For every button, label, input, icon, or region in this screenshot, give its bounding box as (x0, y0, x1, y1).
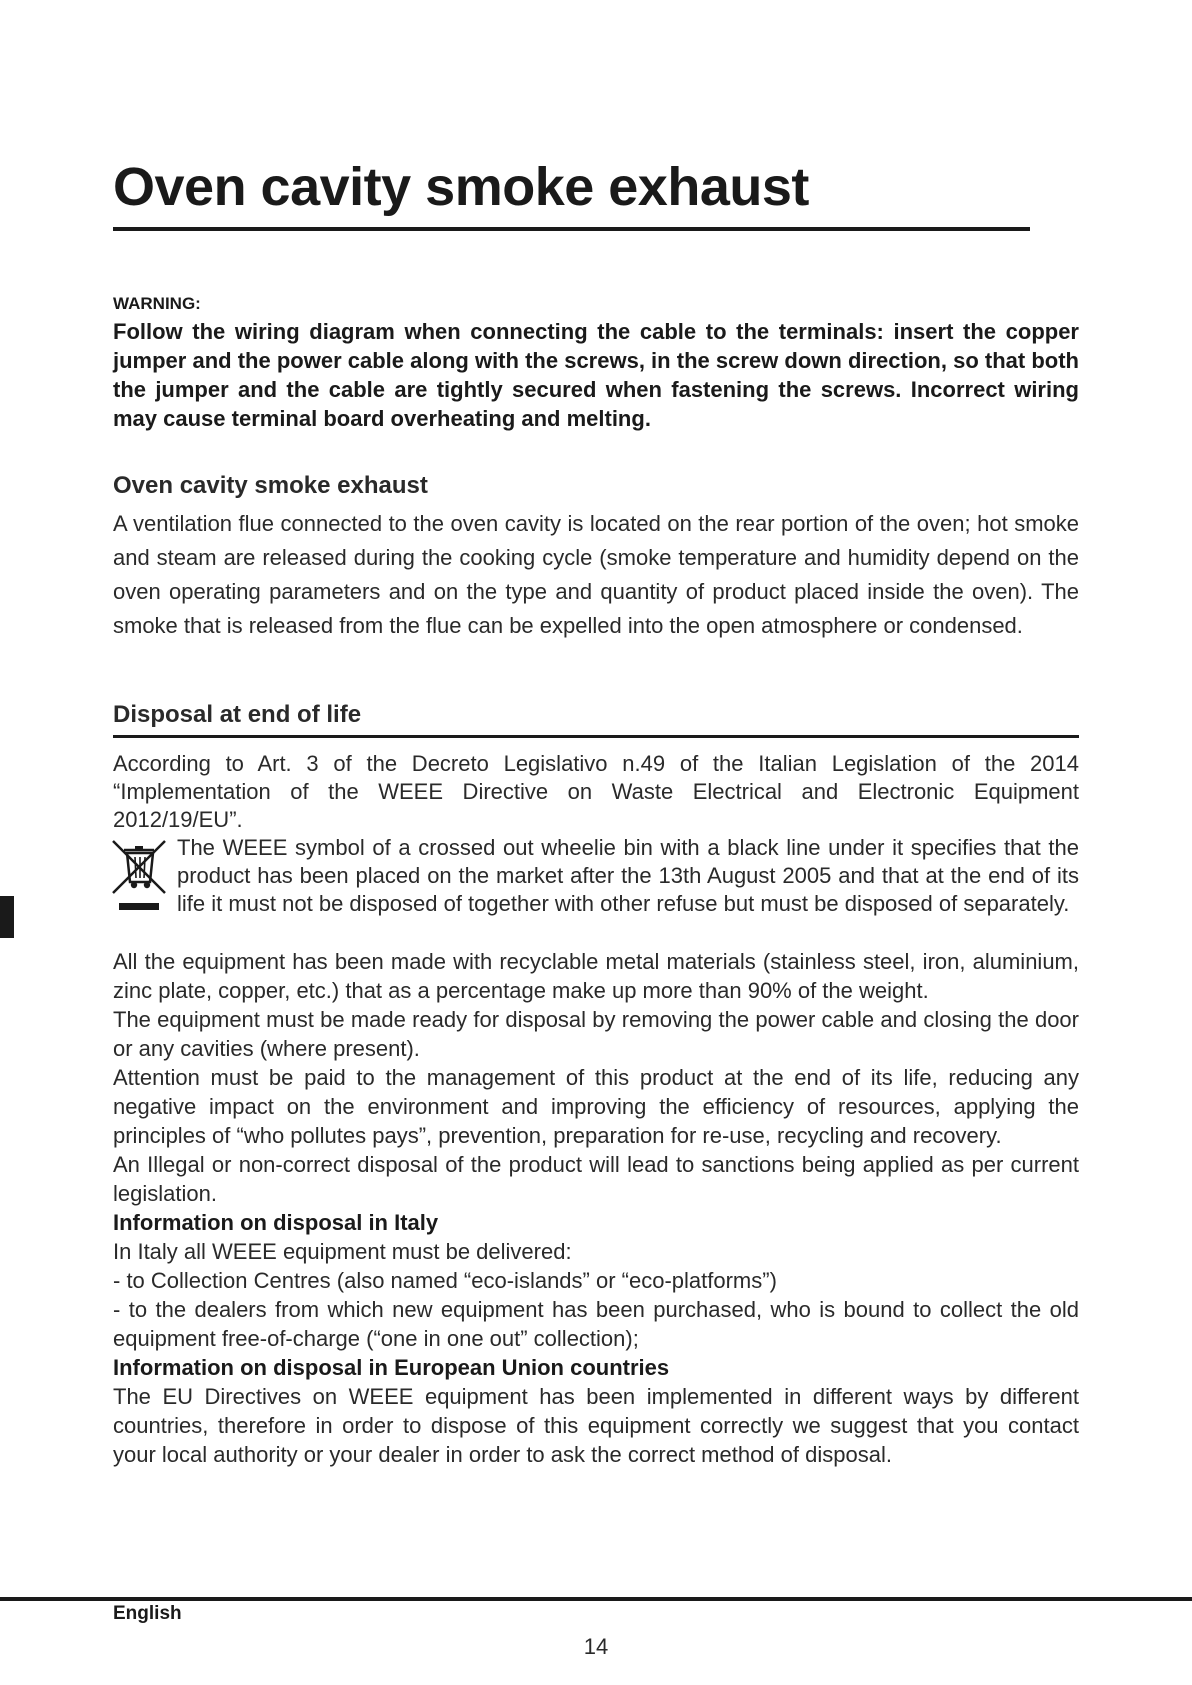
footer-language: English (113, 1603, 182, 1624)
disposal-heading: Disposal at end of life (113, 701, 362, 728)
smoke-exhaust-heading: Oven cavity smoke exhaust (113, 472, 428, 499)
materials-text: All the equipment has been made with recyclable metal materials (stainless steel, iron, aluminium, zinc plate, copper, etc.) that as a percentage make up more than 90% of the weight. (113, 949, 1079, 1003)
warning-text: Follow the wiring diagram when connecting the cable to the terminals: insert the copper jumper and the power cable along with the screws, in the screw down direction, so that both the jumper and the cable are tightly secured when fastening the screws. Incorrect wiring may cause terminal board overheating and melting. (113, 319, 1079, 431)
warning-block (113, 294, 1079, 433)
preparation-text: The equipment must be made ready for disposal by removing the power cable and closing the door or any cavities (where present). (113, 1007, 1079, 1061)
smoke-exhaust-text: A ventilation flue connected to the oven cavity is located on the rear portion of the oven; hot smoke and steam are released during the cooking cycle (smoke temperature and humidity depend on the oven operating parameters and on the type and quantity of product placed inside the oven). The smoke that is released from the flue can be expelled into the open atmosphere or condensed. (113, 511, 1079, 638)
eu-heading: Information on disposal in European Union countries (113, 1355, 670, 1380)
page-title: Oven cavity smoke exhaust (113, 157, 809, 217)
title-divider (113, 227, 1030, 231)
disposal-legal-text: According to Art. 3 of the Decreto Legislativo n.49 of the Italian Legislation of the 2014 “Implementation of the WEEE Directive on Waste Electrical and Electronic Equipment 2012/19/EU”. (113, 751, 1079, 832)
eu-text: The EU Directives on WEEE equipment has been implemented in different ways by different countries, therefore in order to dispose of this equipment correctly we suggest that you contact your local authority or your dealer in order to ask the correct method of disposal. (113, 1384, 1079, 1467)
weee-symbol-text: The WEEE symbol of a crossed out wheelie bin with a black line under it specifies that the product has been placed on the market after the 13th August 2005 and that at the end of its life it must not be disposed of together with other refuse but must be disposed of separately. (177, 835, 1079, 916)
list-item: - to Collection Centres (also named “eco-islands” or “eco-platforms”) (113, 1268, 777, 1293)
footer-divider (0, 1597, 1192, 1601)
disposal-body (113, 947, 1079, 1469)
warning-label: WARNING: (113, 294, 201, 313)
attention-text: Attention must be paid to the management of this product at the end of its life, reducing any negative impact on the environment and improving the efficiency of resources, applying the principles of “who pollutes pays”, prevention, preparation for re-use, recycling and recovery. (113, 1065, 1079, 1148)
page-number: 14 (583, 1634, 609, 1659)
list-item: - to the dealers from which new equipment has been purchased, who is bound to collect the old equipment free-of-charge (“one in one out” collection); (113, 1297, 1079, 1351)
italy-intro: In Italy all WEEE equipment must be delivered: (113, 1239, 572, 1264)
italy-heading: Information on disposal in Italy (113, 1210, 439, 1235)
disposal-divider (113, 735, 1079, 738)
illegal-disposal-text: An Illegal or non-correct disposal of the product will lead to sanctions being applied as per current legislation. (113, 1152, 1079, 1206)
crossed-out-wheelie-bin-icon (110, 838, 168, 914)
chapter-tab-marker (0, 896, 14, 938)
